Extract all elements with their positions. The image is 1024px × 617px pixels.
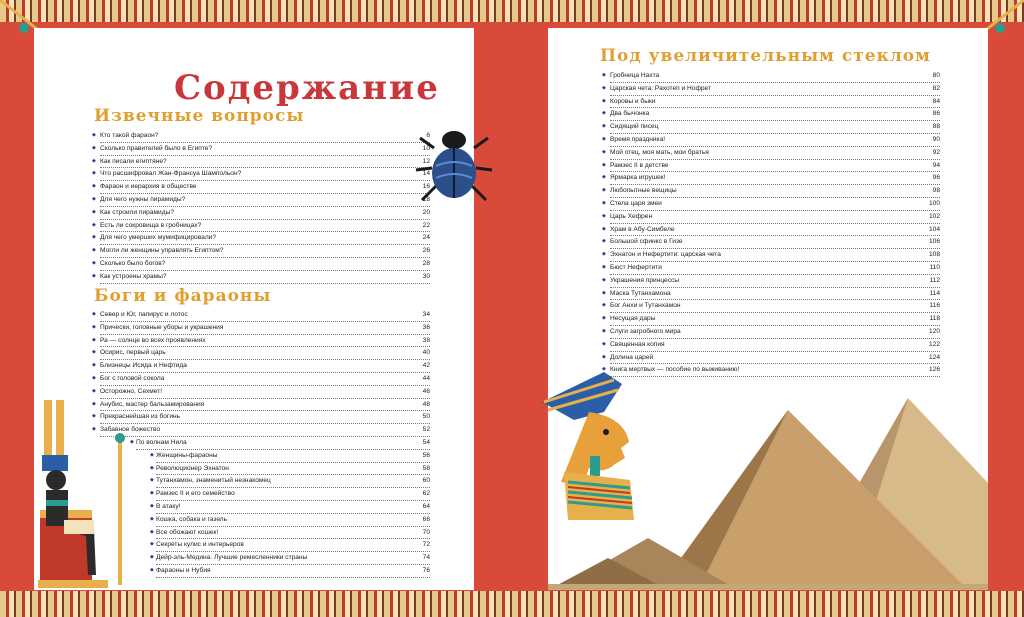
toc-entry-title: Фараоны и Нубия bbox=[156, 566, 211, 574]
toc-entry-title: Царская чета: Рахотеп и Нофрет bbox=[610, 84, 712, 92]
toc-entry-page: 52 bbox=[421, 424, 430, 436]
toc-entry-page: 62 bbox=[421, 488, 430, 500]
toc-entry bbox=[610, 300, 940, 313]
toc-entry bbox=[610, 147, 940, 160]
toc-entry-title: Могли ли женщины управлять Египтом? bbox=[100, 247, 224, 255]
toc-entry-page: 24 bbox=[421, 232, 430, 244]
top-ornament-band bbox=[0, 0, 1024, 22]
toc-entry-title: Кошка, собака и газель bbox=[156, 515, 228, 523]
toc-entry-title: Книга мертвых — пособие по выживанию! bbox=[610, 366, 740, 374]
toc-entry-page: 76 bbox=[421, 565, 430, 577]
toc-entry-title: Ра — солнце во всех проявлениях bbox=[100, 336, 206, 344]
toc-entry-title: Что расшифровал Жан-Франсуа Шампольон? bbox=[100, 170, 242, 178]
toc-entry-page: 70 bbox=[421, 527, 430, 539]
toc-entry-page: 108 bbox=[927, 249, 940, 261]
toc-entry-title: Революционер Эхнатон bbox=[156, 464, 229, 472]
toc-entry-page: 48 bbox=[421, 399, 430, 411]
toc-entry bbox=[610, 352, 940, 365]
toc-entry-title: Сколько было богов? bbox=[100, 259, 166, 267]
toc-entry bbox=[100, 399, 430, 412]
toc-entry bbox=[100, 309, 430, 322]
toc-entry-page: 28 bbox=[421, 258, 430, 270]
toc-entry-title: Маска Тутанхамона bbox=[610, 289, 671, 297]
toc-entry bbox=[610, 108, 940, 121]
toc-entry-title: Эхнатон и Нефертити: царская чета bbox=[610, 251, 721, 259]
bottom-ornament-band bbox=[0, 591, 1024, 617]
toc-entry-page: 118 bbox=[927, 313, 940, 325]
toc-entry-title: Дейр-эль-Медина. Лучшие ремесленники страны bbox=[156, 554, 308, 562]
toc-entry bbox=[156, 463, 430, 476]
toc-entry bbox=[100, 373, 430, 386]
toc-entry bbox=[100, 168, 430, 181]
section-heading-under-magnifying-glass: Под увеличительным стеклом bbox=[600, 46, 931, 66]
toc-entry-page: 60 bbox=[421, 475, 430, 487]
toc-entry-title: Два бычонка bbox=[610, 110, 650, 118]
toc-entry-page: 84 bbox=[931, 96, 940, 108]
toc-entry bbox=[156, 514, 430, 527]
toc-entry-title: Большой сфинкс в Гизе bbox=[610, 238, 683, 246]
toc-entry bbox=[100, 411, 430, 424]
toc-entry bbox=[610, 160, 940, 173]
toc-entry-page: 92 bbox=[931, 147, 940, 159]
toc-entry-page: 30 bbox=[421, 271, 430, 283]
toc-entry-page: 116 bbox=[927, 300, 940, 312]
toc-entry bbox=[100, 347, 430, 360]
toc-entry-page: 88 bbox=[931, 121, 940, 133]
toc-entry-title: Прически, головные уборы и украшения bbox=[100, 323, 224, 331]
toc-entry-page: 66 bbox=[421, 514, 430, 526]
toc-entry bbox=[610, 236, 940, 249]
toc-entry bbox=[100, 220, 430, 233]
toc-entry-title: Священная копия bbox=[610, 340, 665, 348]
page-title: Содержание bbox=[174, 68, 440, 108]
toc-entry-page: 14 bbox=[421, 168, 430, 180]
toc-entry bbox=[610, 134, 940, 147]
toc-entry-page: 42 bbox=[421, 360, 430, 372]
toc-entry-page: 46 bbox=[421, 386, 430, 398]
toc-entry-page: 12 bbox=[421, 156, 430, 168]
toc-entry-page: 10 bbox=[421, 143, 430, 155]
toc-entry-page: 16 bbox=[421, 181, 430, 193]
toc-entry-title: Долина царей bbox=[610, 353, 654, 361]
toc-entry-title: Царь Хефрен bbox=[610, 212, 653, 220]
toc-entry-title: Гробница Нахта bbox=[610, 72, 660, 79]
toc-entry-title: Сидящий писец bbox=[610, 123, 659, 131]
seated-pharaoh-illustration-icon bbox=[34, 400, 134, 590]
toc-entry bbox=[156, 450, 430, 463]
toc-entry-page: 90 bbox=[931, 134, 940, 146]
toc-entry bbox=[610, 224, 940, 237]
toc-entry-page: 104 bbox=[927, 224, 940, 236]
toc-entry-title: Как устроены храмы? bbox=[100, 272, 167, 280]
toc-entry bbox=[100, 386, 430, 399]
toc-entry-title: Осторожно, Сехмет! bbox=[100, 387, 163, 395]
toc-entry bbox=[100, 271, 430, 284]
toc-entry-title: Север и Юг, папирус и лотос bbox=[100, 311, 188, 318]
toc-entry-title: Храм в Абу-Симбеле bbox=[610, 225, 675, 233]
toc-entry-title: Рамзес II и его семейство bbox=[156, 490, 235, 498]
toc-entry bbox=[610, 96, 940, 109]
toc-entry bbox=[156, 475, 430, 488]
toc-entry-page: 72 bbox=[421, 539, 430, 551]
toc-entry bbox=[100, 335, 430, 348]
toc-entry-title: Мой отец, моя мать, мои братья bbox=[610, 148, 709, 156]
toc-entry-page: 44 bbox=[421, 373, 430, 385]
toc-entry-title: Кто такой фараон? bbox=[100, 132, 159, 139]
toc-entry bbox=[100, 207, 430, 220]
toc-entry bbox=[100, 181, 430, 194]
toc-entry-page: 110 bbox=[927, 262, 940, 274]
toc-entry bbox=[610, 185, 940, 198]
toc-entry-page: 124 bbox=[927, 352, 940, 364]
toc-entry-title: Забавное божество bbox=[100, 426, 161, 434]
toc-entry bbox=[136, 437, 430, 450]
toc-entry-page: 22 bbox=[421, 220, 430, 232]
toc-entry-page: 94 bbox=[931, 160, 940, 172]
toc-entry bbox=[156, 527, 430, 540]
toc-entry-page: 26 bbox=[421, 245, 430, 257]
toc-entry bbox=[610, 339, 940, 352]
toc-entry-page: 40 bbox=[421, 347, 430, 359]
toc-entry-page: 20 bbox=[421, 207, 430, 219]
toc-entry-page: 100 bbox=[927, 198, 940, 210]
toc-entry bbox=[610, 211, 940, 224]
toc-entry-page: 82 bbox=[931, 83, 940, 95]
toc-entry bbox=[610, 275, 940, 288]
toc-entry-title: Есть ли сокровища в гробницах? bbox=[100, 221, 202, 229]
toc-entry-page: 114 bbox=[927, 288, 940, 300]
toc-entry-page: 80 bbox=[931, 70, 940, 82]
toc-entry-page: 112 bbox=[927, 275, 940, 287]
toc-entry-title: Любопытные вещицы bbox=[610, 187, 677, 195]
toc-entry bbox=[156, 501, 430, 514]
toc-entry-title: Осирис, первый царь bbox=[100, 349, 166, 357]
toc-entry-title: Близнецы Исида и Нефтида bbox=[100, 362, 187, 370]
toc-entry bbox=[100, 143, 430, 156]
toc-entry-title: Прекраснейшая из богинь bbox=[100, 413, 181, 421]
toc-entry bbox=[610, 288, 940, 301]
toc-entry bbox=[100, 156, 430, 169]
toc-entry bbox=[100, 360, 430, 373]
toc-entry bbox=[610, 364, 940, 377]
toc-entry-page: 122 bbox=[927, 339, 940, 351]
nefertiti-bust-icon bbox=[534, 372, 644, 524]
toc-entry-page: 74 bbox=[421, 552, 430, 564]
toc-entry-title: Для чего нужны пирамиды? bbox=[100, 195, 186, 203]
toc-entry bbox=[100, 232, 430, 245]
toc-entry bbox=[610, 83, 940, 96]
toc-entry-page: 18 bbox=[421, 194, 430, 206]
toc-entry-title: Время праздника! bbox=[610, 135, 666, 143]
toc-entry-title: Как строили пирамиды? bbox=[100, 208, 174, 216]
toc-entry-page: 36 bbox=[421, 322, 430, 334]
toc-entry bbox=[610, 326, 940, 339]
toc-entry bbox=[610, 121, 940, 134]
toc-entry-title: Как писали египтяне? bbox=[100, 157, 167, 165]
toc-list-eternal-questions bbox=[100, 130, 430, 284]
toc-entry bbox=[100, 424, 430, 437]
toc-entry bbox=[610, 262, 940, 275]
left-page bbox=[34, 28, 474, 590]
toc-entry-title: Фараон и иерархия в обществе bbox=[100, 183, 197, 191]
toc-entry-title: Несущая дары bbox=[610, 315, 656, 323]
toc-entry-title: Для чего умерших мумифицировали? bbox=[100, 234, 217, 242]
toc-entry-page: 38 bbox=[421, 335, 430, 347]
toc-entry-title: Украшения принцессы bbox=[610, 276, 680, 284]
toc-entry-page: 54 bbox=[421, 437, 430, 449]
toc-entry-title: Все обожают кошек! bbox=[156, 528, 219, 536]
toc-entry-page: 86 bbox=[931, 108, 940, 120]
toc-entry bbox=[610, 172, 940, 185]
toc-entry bbox=[100, 245, 430, 258]
toc-entry-page: 64 bbox=[421, 501, 430, 513]
toc-entry bbox=[100, 258, 430, 271]
toc-entry-title: Сколько правителей было в Египте? bbox=[100, 144, 213, 152]
toc-entry-page: 96 bbox=[931, 172, 940, 184]
toc-entry-page: 58 bbox=[421, 463, 430, 475]
section-heading-eternal-questions: Извечные вопросы bbox=[94, 106, 305, 126]
toc-entry-page: 106 bbox=[927, 236, 940, 248]
toc-entry-title: Ярмарка игрушек! bbox=[610, 174, 666, 182]
toc-entry-page: 102 bbox=[927, 211, 940, 223]
toc-entry bbox=[610, 313, 940, 326]
toc-entry-page: 56 bbox=[421, 450, 430, 462]
toc-entry-title: Коровы и быки bbox=[610, 97, 656, 105]
toc-entry-page: 50 bbox=[421, 411, 430, 423]
toc-entry bbox=[610, 249, 940, 262]
toc-entry-page: 34 bbox=[421, 309, 430, 321]
toc-entry-title: Бюст Нефертити bbox=[610, 263, 662, 271]
toc-entry-title: Стела царя змеи bbox=[610, 199, 662, 207]
toc-entry-page: 98 bbox=[931, 185, 940, 197]
toc-entry-title: Слуги загробного мира bbox=[610, 327, 681, 335]
toc-entry bbox=[100, 194, 430, 207]
toc-entry-page: 126 bbox=[927, 364, 940, 376]
toc-entry-page: 6 bbox=[424, 130, 430, 142]
toc-entry-title: Бог Анхи и Тутанхамон bbox=[610, 302, 681, 310]
toc-entry bbox=[156, 565, 430, 578]
toc-entry bbox=[610, 70, 940, 83]
toc-entry bbox=[100, 130, 430, 143]
toc-entry-title: Анубис, мастер бальзамирования bbox=[100, 400, 205, 408]
toc-entry-title: В атаку! bbox=[156, 502, 181, 510]
scarab-beetle-icon bbox=[414, 118, 494, 208]
toc-entry bbox=[156, 552, 430, 565]
toc-entry bbox=[156, 488, 430, 501]
toc-entry bbox=[156, 539, 430, 552]
section-heading-gods-and-pharaohs: Боги и фараоны bbox=[94, 286, 272, 306]
toc-entry-title: Рамзес II в детстве bbox=[610, 161, 669, 169]
toc-entry-page: 120 bbox=[927, 326, 940, 338]
toc-entry-title: Тутанхамон, знаменитый незнакомец bbox=[156, 477, 271, 485]
toc-entry bbox=[100, 322, 430, 335]
toc-entry-title: Женщины-фараоны bbox=[156, 451, 218, 459]
toc-entry bbox=[610, 198, 940, 211]
toc-entry-title: Бог с головой сокола bbox=[100, 374, 165, 382]
toc-entry-title: По волнам Нила bbox=[136, 438, 187, 446]
toc-list-under-magnifying-glass bbox=[610, 70, 940, 377]
toc-entry-title: Секреты кулис и интерьеров bbox=[156, 541, 244, 549]
toc-list-gods-and-pharaohs bbox=[100, 309, 430, 578]
